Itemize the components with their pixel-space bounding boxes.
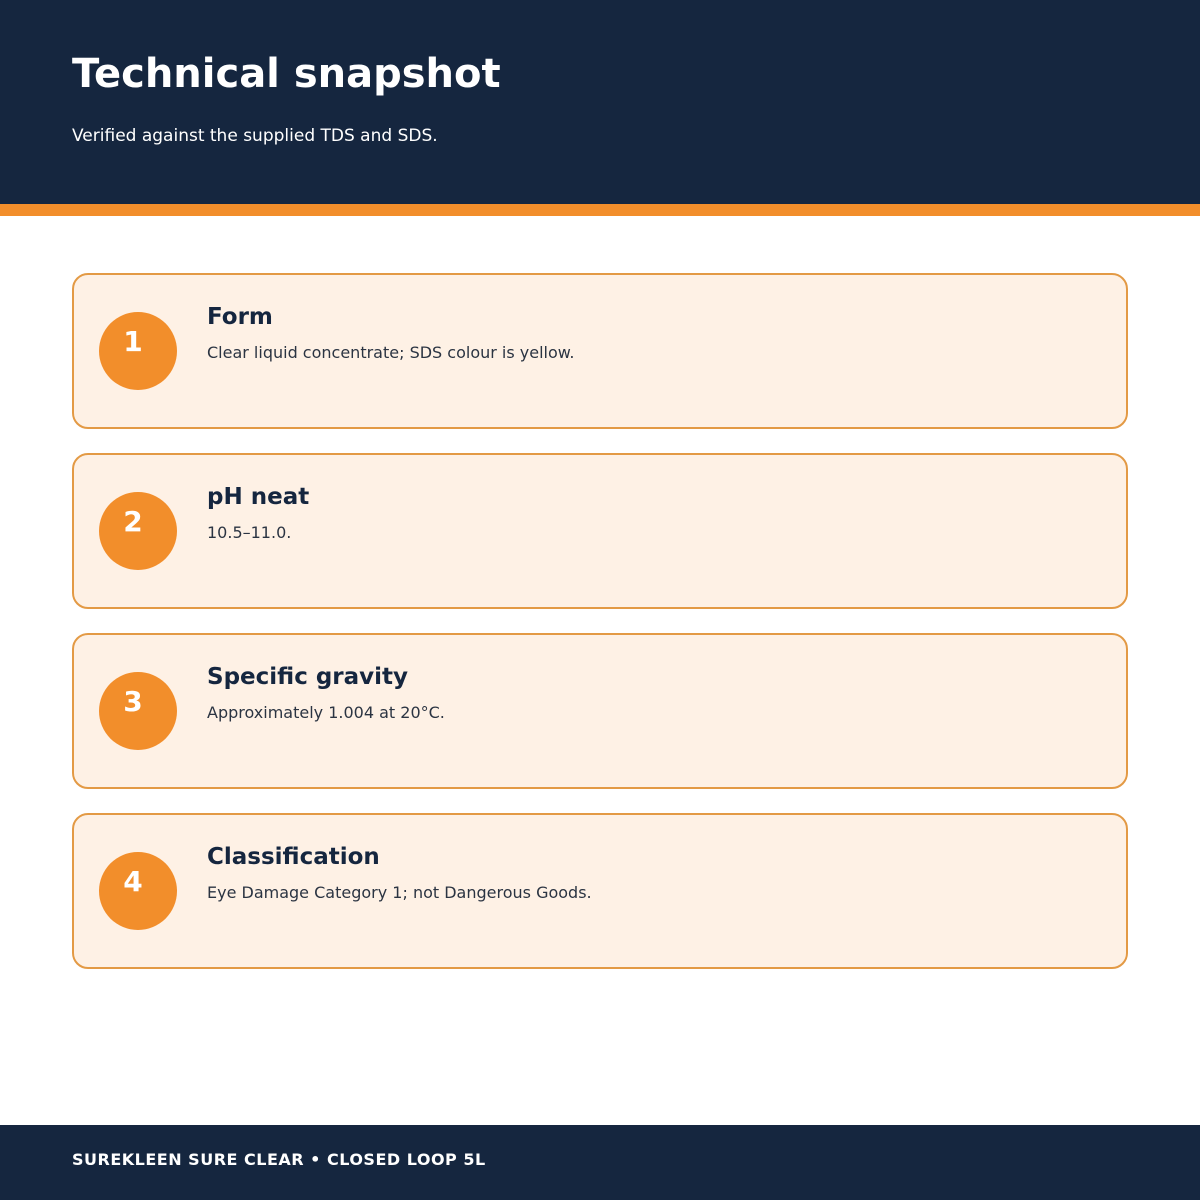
number-badge [99,312,177,390]
number-badge [99,492,177,570]
card-text: Clear liquid concentrate; SDS colour is yellow. [207,343,575,362]
card-text: Approximately 1.004 at 20°C. [207,703,445,722]
page-subtitle: Verified against the supplied TDS and SDS. [72,126,438,146]
number-badge [99,852,177,930]
header-banner [0,0,1200,204]
badge-number: 4 [123,865,143,898]
header-accent-stripe [0,204,1200,216]
badge-number: 1 [123,325,143,358]
page-title: Technical snapshot [72,51,501,97]
spec-card-specific-gravity [72,633,1128,789]
spec-card-form [72,273,1128,429]
card-text: 10.5–11.0. [207,523,292,542]
card-title: Specific gravity [207,664,409,690]
card-title: pH neat [207,484,310,510]
card-text: Eye Damage Category 1; not Dangerous Goods. [207,883,592,902]
badge-number: 2 [123,505,143,538]
number-badge [99,672,177,750]
card-title: Classification [207,844,380,870]
badge-number: 3 [123,685,143,718]
footer-product-name: SUREKLEEN SURE CLEAR • CLOSED LOOP 5L [72,1150,486,1169]
spec-card-ph-neat [72,453,1128,609]
footer-bar [0,1125,1200,1200]
card-title: Form [207,304,273,330]
spec-card-list [72,273,1128,993]
spec-card-classification [72,813,1128,969]
